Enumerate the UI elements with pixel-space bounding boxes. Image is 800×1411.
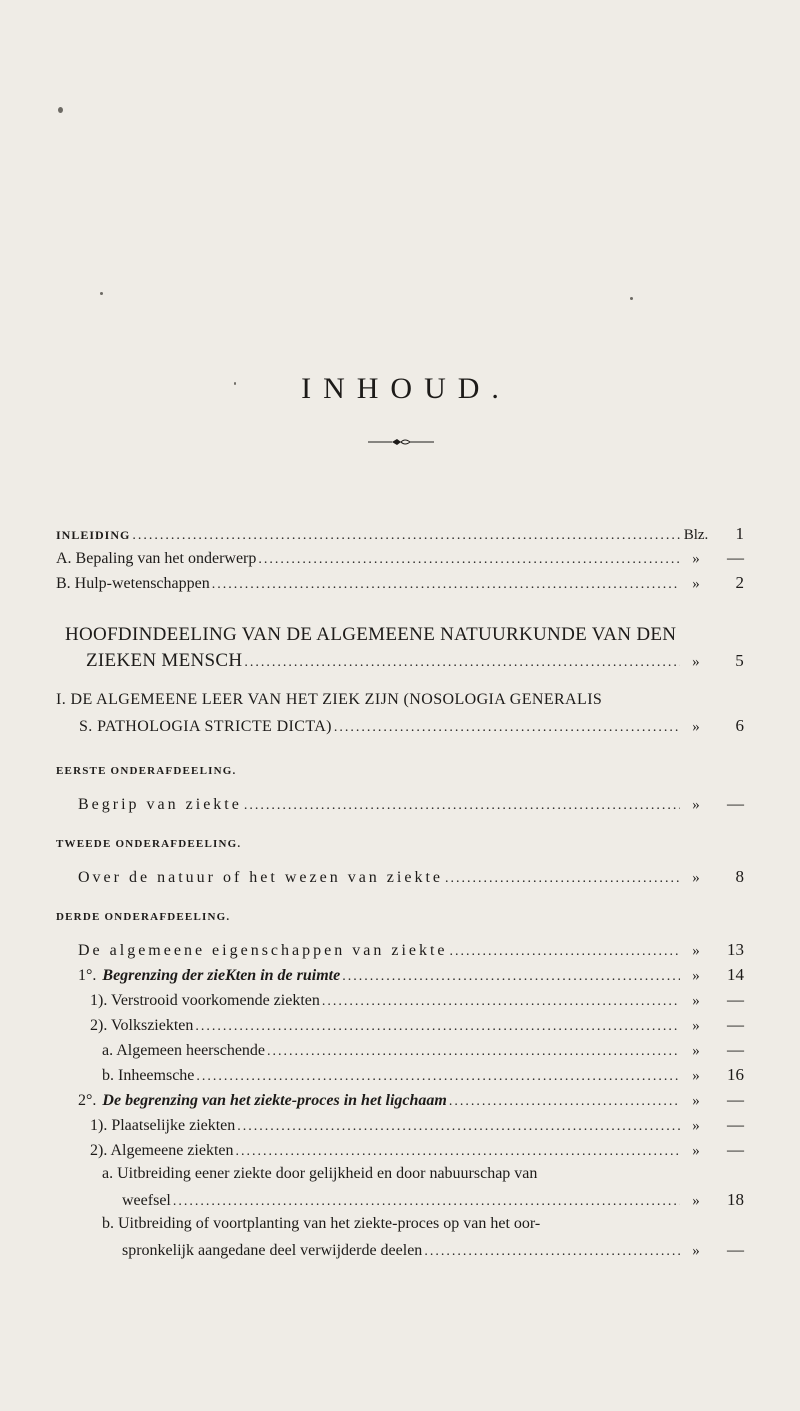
toc-label: spronkelijk aangedane deel verwijderde deelen [122, 1242, 423, 1259]
toc-page: 8 [735, 867, 744, 886]
toc-marker: » [692, 797, 700, 813]
toc-marker: » [692, 719, 700, 735]
toc-label: ZIEKEN MENSCH [86, 650, 243, 671]
leader-dots [244, 798, 680, 814]
toc-entry-algemeene-ziekten [90, 1140, 744, 1160]
ornament-divider [368, 438, 434, 446]
toc-label: S. PATHOLOGIA STRICTE DICTA) [79, 718, 332, 735]
leader-dots [237, 1119, 680, 1135]
toc-label: B. Hulp-wetenschappen [56, 575, 210, 592]
toc-entry-inleiding [56, 524, 744, 544]
toc-entry-verstrooid [90, 990, 744, 1010]
toc-marker: » [692, 1118, 700, 1134]
toc-label-line1: a. Uitbreiding eener ziekte door gelijkheid en door nabuurschap van [102, 1165, 538, 1182]
toc-label: Begrip van ziekte [78, 796, 242, 813]
toc-page: — [727, 1115, 744, 1134]
toc-entry-hoofdindeeling [86, 650, 744, 672]
toc-marker: » [692, 1193, 700, 1209]
toc-entry-uitbreiding-weefsel [122, 1190, 744, 1210]
toc-label: De begrenzing van het ziekte-proces in het ligchaam [102, 1092, 447, 1109]
speck [58, 107, 63, 113]
page-title: INHOUD. [301, 372, 511, 405]
section-heading: EERSTE ONDERAFDEELING. [56, 765, 237, 777]
section-heading: TWEEDE ONDERAFDEELING. [56, 838, 242, 850]
leader-dots [424, 1244, 680, 1260]
toc-label: 1). Verstrooid voorkomende ziekten [90, 992, 320, 1009]
leader-dots [195, 1019, 680, 1035]
toc-entry-eigenschappen [78, 940, 744, 960]
toc-marker: » [692, 654, 700, 670]
leader-dots [258, 552, 680, 568]
leader-dots [445, 871, 680, 887]
toc-label-line1: HOOFDINDEELING VAN DE ALGEMEENE NATUURKUNDE VAN DEN [65, 624, 677, 645]
leader-dots [244, 655, 680, 671]
toc-page: 5 [735, 651, 744, 670]
toc-marker: » [692, 993, 700, 1009]
section-heading: DERDE ONDERAFDEELING. [56, 911, 231, 923]
toc-marker: Blz. [683, 527, 709, 543]
toc-marker: » [692, 1068, 700, 1084]
leader-dots [322, 994, 680, 1010]
toc-page: 14 [727, 965, 744, 984]
toc-page: — [727, 1140, 744, 1159]
leader-dots [212, 577, 680, 593]
toc-entry-natuur [78, 867, 744, 887]
toc-marker: » [692, 1018, 700, 1034]
toc-page: 13 [727, 940, 744, 959]
toc-entry-b [56, 573, 744, 593]
toc-page: — [727, 548, 744, 567]
toc-entry-volksziekten [90, 1015, 744, 1035]
toc-marker: » [692, 1093, 700, 1109]
leader-dots [132, 528, 680, 544]
toc-label: 2). Algemeene ziekten [90, 1142, 234, 1159]
leader-dots [173, 1194, 680, 1210]
toc-entry-algemeen-heerschende [102, 1040, 744, 1060]
toc-page: — [727, 1040, 744, 1059]
toc-page: — [727, 1015, 744, 1034]
toc-page: — [727, 990, 744, 1009]
toc-page: — [727, 794, 744, 813]
toc-page: 16 [727, 1065, 744, 1084]
toc-entry-begrip [78, 794, 744, 814]
toc-label-line1: b. Uitbreiding of voortplanting van het ziekte-proces op van het oor- [102, 1215, 541, 1232]
toc-label: Over de natuur of het wezen van ziekte [78, 869, 443, 886]
toc-label: 1). Plaatselijke ziekten [90, 1117, 236, 1134]
toc-entry-a [56, 548, 744, 568]
leader-dots [267, 1044, 680, 1060]
toc-marker: » [692, 870, 700, 886]
toc-entry-begrenzing-ligchaam [78, 1090, 744, 1110]
toc-marker: » [692, 576, 700, 592]
toc-page: — [727, 1090, 744, 1109]
toc-label-line1: I. DE ALGEMEENE LEER VAN HET ZIEK ZIJN (NOSOLOGIA GENERALIS [56, 691, 603, 708]
toc-page: 1 [735, 524, 744, 543]
speck [630, 297, 633, 300]
toc-marker: » [692, 968, 700, 984]
toc-label: De algemeene eigenschappen van ziekte [78, 942, 448, 959]
toc-number: 2°. [78, 1092, 97, 1109]
speck [100, 292, 103, 295]
leader-dots [449, 1094, 680, 1110]
leader-dots [450, 944, 680, 960]
leader-dots [342, 969, 680, 985]
toc-marker: » [692, 551, 700, 567]
toc-page: 18 [727, 1190, 744, 1209]
toc-number: 1°. [78, 967, 97, 984]
toc-entry-algemeene-leer [79, 716, 744, 736]
toc-label: weefsel [122, 1192, 171, 1209]
toc-entry-inheemsche [102, 1065, 744, 1085]
toc-label: 2). Volksziekten [90, 1017, 194, 1034]
leader-dots [334, 720, 680, 736]
toc-label: Begrenzing der zieKten in de ruimte [102, 967, 341, 984]
toc-entry-plaatselijke [90, 1115, 744, 1135]
toc-entry-uitbreiding-deelen [122, 1240, 744, 1260]
toc-page: — [727, 1240, 744, 1259]
toc-entry-begrenzing-ruimte [78, 965, 744, 985]
toc-page: 6 [735, 716, 744, 735]
toc-label: b. Inheemsche [102, 1067, 195, 1084]
toc-marker: » [692, 1043, 700, 1059]
toc-label: a. Algemeen heerschende [102, 1042, 266, 1059]
toc-label: A. Bepaling van het onderwerp [56, 550, 257, 567]
leader-dots [236, 1144, 681, 1160]
toc-marker: » [692, 1243, 700, 1259]
toc-page: 2 [735, 573, 744, 592]
leader-dots [196, 1069, 680, 1085]
toc-marker: » [692, 1143, 700, 1159]
toc-label: INLEIDING [56, 528, 131, 542]
toc-marker: » [692, 943, 700, 959]
